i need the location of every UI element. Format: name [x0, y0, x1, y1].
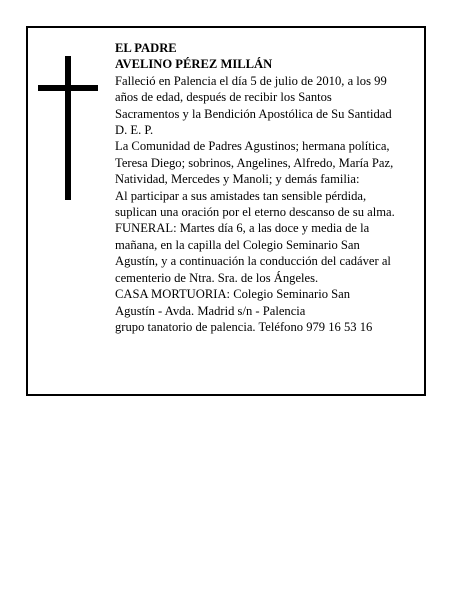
notice-line: FUNERAL: Martes día 6, a las doce y media de la	[115, 221, 370, 236]
notice-line: Natividad, Mercedes y Manoli; y demás familia:	[115, 172, 360, 187]
cross-icon	[38, 56, 100, 200]
obituary-notice	[26, 26, 426, 396]
notice-line: D. E. P.	[115, 123, 154, 138]
notice-line: cementerio de Ntra. Sra. de los Ángeles.	[115, 270, 319, 285]
notice-line: La Comunidad de Padres Agustinos; hermana política,	[115, 139, 390, 154]
obituary-text	[115, 40, 420, 335]
notice-line: años de edad, después de recibir los Santos	[115, 90, 332, 105]
notice-line: Agustín - Avda. Madrid s/n - Palencia	[115, 303, 306, 318]
deceased-name: AVELINO PÉREZ MILLÁN	[115, 57, 273, 72]
notice-line: Sacramentos y la Bendición Apostólica de Su Santidad	[115, 106, 392, 121]
notice-line: Falleció en Palencia el día 5 de julio de 2010, a los 99	[115, 73, 387, 88]
notice-line: mañana, en la capilla del Colegio Seminario San	[115, 237, 360, 252]
notice-line: suplican una oración por el eterno descanso de su alma.	[115, 205, 395, 220]
notice-line: Al participar a sus amistades tan sensible pérdida,	[115, 188, 367, 203]
cross-horizontal-bar	[38, 85, 98, 91]
notice-line: grupo tanatorio de palencia. Teléfono 979 16 53 16	[115, 319, 373, 334]
notice-title: EL PADRE	[115, 41, 177, 55]
notice-line: Agustín, y a continuación la conducción del cadáver al	[115, 254, 391, 269]
notice-line: CASA MORTUORIA: Colegio Seminario San	[115, 287, 351, 302]
notice-line: Teresa Diego; sobrinos, Angelines, Alfredo, María Paz,	[115, 155, 394, 170]
cross-vertical-bar	[65, 56, 71, 200]
